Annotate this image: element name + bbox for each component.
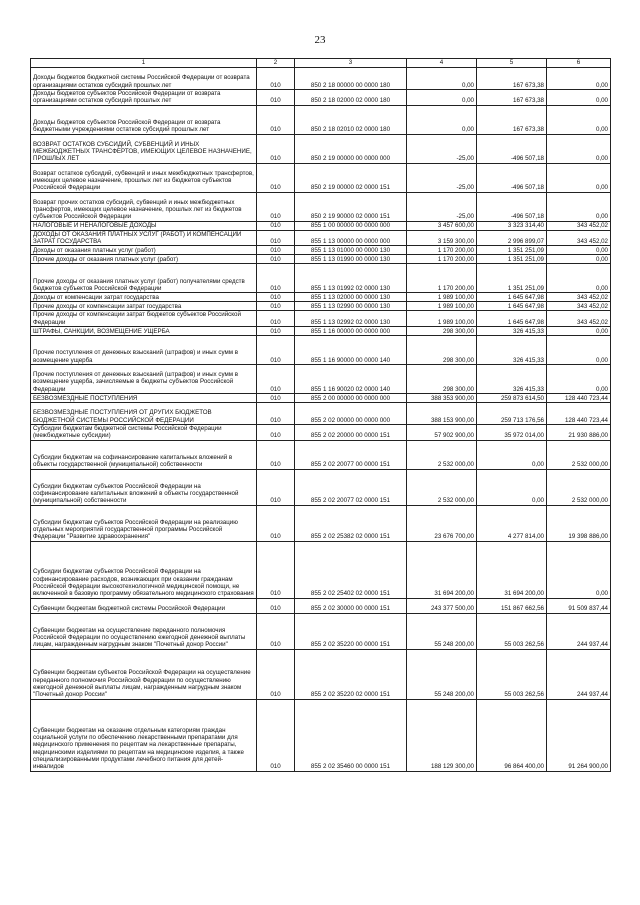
table-row bbox=[31, 598, 611, 613]
table-row bbox=[31, 192, 611, 221]
cell-line-code: 010 bbox=[257, 221, 295, 230]
cell-col4-value: -25,00 bbox=[407, 163, 477, 192]
cell-line-code: 010 bbox=[257, 264, 295, 293]
table-row bbox=[31, 424, 611, 440]
cell-line-code: 010 bbox=[257, 326, 295, 335]
cell-col4-value: 388 153 900,00 bbox=[407, 402, 477, 424]
table-row bbox=[31, 613, 611, 649]
header-cell-kbk: 3 bbox=[295, 59, 407, 68]
cell-col5-value: 1 645 647,98 bbox=[477, 311, 547, 327]
cell-budget-code: 855 2 02 25402 02 0000 151 bbox=[295, 541, 407, 598]
cell-budget-code: 855 1 13 02000 00 0000 130 bbox=[295, 293, 407, 302]
cell-col4-value: 188 129 300,00 bbox=[407, 699, 477, 771]
cell-name: Субвенции бюджетам на осуществление переданного полномочия Российской Федерации по осуществлению ежегодной денежной выплаты лицам, награжденным нагрудным знаком "Почетный донор России" bbox=[31, 613, 257, 649]
table-row bbox=[31, 311, 611, 327]
cell-budget-code: 855 1 13 00000 00 0000 000 bbox=[295, 230, 407, 246]
cell-name: БЕЗВОЗМЕЗДНЫЕ ПОСТУПЛЕНИЯ bbox=[31, 393, 257, 402]
header-cell-col5: 5 bbox=[477, 59, 547, 68]
cell-line-code: 010 bbox=[257, 649, 295, 699]
table-row bbox=[31, 402, 611, 424]
cell-budget-code: 850 2 18 02010 02 0000 180 bbox=[295, 105, 407, 134]
cell-line-code: 010 bbox=[257, 424, 295, 440]
cell-name: Прочие доходы от компенсации затрат бюджетов субъектов Российской Федерации bbox=[31, 311, 257, 327]
cell-col5-value: -496 507,18 bbox=[477, 192, 547, 221]
cell-col4-value: 1 170 200,00 bbox=[407, 246, 477, 255]
cell-col5-value: 167 673,38 bbox=[477, 105, 547, 134]
cell-budget-code: 855 2 02 35220 00 0000 151 bbox=[295, 613, 407, 649]
cell-col6-value: 0,00 bbox=[547, 326, 611, 335]
table-row bbox=[31, 264, 611, 293]
cell-name: НАЛОГОВЫЕ И НЕНАЛОГОВЫЕ ДОХОДЫ bbox=[31, 221, 257, 230]
table-row bbox=[31, 393, 611, 402]
cell-name: Субсидии бюджетам субъектов Российской Федерации на софинансирование капитальных вложений в объекты государственной (муниципальной) собственности bbox=[31, 469, 257, 505]
cell-budget-code: 850 2 19 00000 00 0000 000 bbox=[295, 134, 407, 163]
cell-col4-value: 1 989 100,00 bbox=[407, 302, 477, 311]
cell-col6-value: 244 937,44 bbox=[547, 649, 611, 699]
header-cell-name: 1 bbox=[31, 59, 257, 68]
cell-col6-value: 21 930 886,00 bbox=[547, 424, 611, 440]
cell-col5-value: 326 415,33 bbox=[477, 326, 547, 335]
cell-col6-value: 91 509 837,44 bbox=[547, 598, 611, 613]
table-row bbox=[31, 505, 611, 541]
cell-line-code: 010 bbox=[257, 469, 295, 505]
cell-col6-value: 128 440 723,44 bbox=[547, 393, 611, 402]
cell-line-code: 010 bbox=[257, 613, 295, 649]
cell-col5-value: 96 864 400,00 bbox=[477, 699, 547, 771]
table-row bbox=[31, 699, 611, 771]
cell-name: Доходы бюджетов субъектов Российской Федерации от возврата бюджетными учреждениями остатков субсидий прошлых лет bbox=[31, 105, 257, 134]
cell-budget-code: 855 1 13 01000 00 0000 130 bbox=[295, 246, 407, 255]
cell-col5-value: 0,00 bbox=[477, 469, 547, 505]
cell-col5-value: 4 277 814,00 bbox=[477, 505, 547, 541]
cell-col6-value: 0,00 bbox=[547, 134, 611, 163]
cell-col4-value: -25,00 bbox=[407, 134, 477, 163]
cell-line-code: 010 bbox=[257, 192, 295, 221]
cell-name: БЕЗВОЗМЕЗДНЫЕ ПОСТУПЛЕНИЯ ОТ ДРУГИХ БЮДЖЕТОВ БЮДЖЕТНОЙ СИСТЕМЫ РОССИЙСКОЙ ФЕДЕРАЦИИ bbox=[31, 402, 257, 424]
cell-col4-value: 55 248 200,00 bbox=[407, 613, 477, 649]
table-row bbox=[31, 255, 611, 264]
cell-name: Субсидии бюджетам бюджетной системы Российской Федерации (межбюджетные субсидии) bbox=[31, 424, 257, 440]
table-row bbox=[31, 469, 611, 505]
table-body bbox=[31, 68, 611, 772]
cell-col4-value: 3 457 600,00 bbox=[407, 221, 477, 230]
cell-col4-value: 2 532 000,00 bbox=[407, 469, 477, 505]
cell-col5-value: 167 673,38 bbox=[477, 90, 547, 106]
table-row bbox=[31, 68, 611, 90]
cell-line-code: 010 bbox=[257, 90, 295, 106]
cell-budget-code: 855 2 02 00000 00 0000 000 bbox=[295, 402, 407, 424]
table-row bbox=[31, 302, 611, 311]
cell-col5-value: 1 351 251,09 bbox=[477, 246, 547, 255]
cell-col4-value: 57 902 900,00 bbox=[407, 424, 477, 440]
cell-name: ВОЗВРАТ ОСТАТКОВ СУБСИДИЙ, СУБВЕНЦИЙ И ИНЫХ МЕЖБЮДЖЕТНЫХ ТРАНСФЕРТОВ, ИМЕЮЩИХ ЦЕЛЕВОЕ НАЗНАЧЕНИЕ, ПРОШЛЫХ ЛЕТ bbox=[31, 134, 257, 163]
cell-budget-code: 855 2 00 00000 00 0000 000 bbox=[295, 393, 407, 402]
page-number: 23 bbox=[314, 34, 326, 46]
budget-revenue-table bbox=[30, 58, 611, 772]
cell-budget-code: 855 2 02 20077 00 0000 151 bbox=[295, 440, 407, 469]
cell-name: Возврат прочих остатков субсидий, субвенций и иных межбюджетных трансфертов, имеющих целевое назначение, прошлых лет из бюджетов субъектов Российской Федерации bbox=[31, 192, 257, 221]
cell-col4-value: 243 377 500,00 bbox=[407, 598, 477, 613]
table-row bbox=[31, 163, 611, 192]
cell-name: Субсидии бюджетам на софинансирование капитальных вложений в объекты государственной (муниципальной) собственности bbox=[31, 440, 257, 469]
cell-col6-value: 244 937,44 bbox=[547, 613, 611, 649]
cell-col6-value: 343 452,02 bbox=[547, 230, 611, 246]
cell-budget-code: 850 2 18 00000 00 0000 180 bbox=[295, 68, 407, 90]
cell-col5-value: 167 673,38 bbox=[477, 68, 547, 90]
cell-line-code: 010 bbox=[257, 134, 295, 163]
cell-col6-value: 0,00 bbox=[547, 246, 611, 255]
cell-col5-value: 3 323 314,40 bbox=[477, 221, 547, 230]
cell-col5-value: -496 507,18 bbox=[477, 163, 547, 192]
cell-col6-value: 0,00 bbox=[547, 105, 611, 134]
cell-line-code: 010 bbox=[257, 699, 295, 771]
cell-col6-value: 128 440 723,44 bbox=[547, 402, 611, 424]
cell-budget-code: 855 1 16 90000 00 0000 140 bbox=[295, 335, 407, 364]
cell-col4-value: 1 170 200,00 bbox=[407, 264, 477, 293]
table-row bbox=[31, 364, 611, 393]
cell-budget-code: 855 2 02 30000 00 0000 151 bbox=[295, 598, 407, 613]
cell-col6-value: 19 398 886,00 bbox=[547, 505, 611, 541]
table-row bbox=[31, 326, 611, 335]
table-row bbox=[31, 134, 611, 163]
cell-col4-value: 2 532 000,00 bbox=[407, 440, 477, 469]
cell-budget-code: 855 2 02 35460 00 0000 151 bbox=[295, 699, 407, 771]
table-row bbox=[31, 105, 611, 134]
cell-line-code: 010 bbox=[257, 163, 295, 192]
cell-col6-value: 0,00 bbox=[547, 90, 611, 106]
table-row bbox=[31, 541, 611, 598]
cell-col4-value: 0,00 bbox=[407, 90, 477, 106]
cell-name: ДОХОДЫ ОТ ОКАЗАНИЯ ПЛАТНЫХ УСЛУГ (РАБОТ) И КОМПЕНСАЦИИ ЗАТРАТ ГОСУДАРСТВА bbox=[31, 230, 257, 246]
cell-name: Прочие доходы от компенсации затрат государства bbox=[31, 302, 257, 311]
cell-budget-code: 850 2 18 02000 02 0000 180 bbox=[295, 90, 407, 106]
cell-col5-value: 326 415,33 bbox=[477, 335, 547, 364]
header-cell-col4: 4 bbox=[407, 59, 477, 68]
cell-col4-value: 55 248 200,00 bbox=[407, 649, 477, 699]
cell-col5-value: 55 003 262,56 bbox=[477, 613, 547, 649]
cell-name: Доходы от оказания платных услуг (работ) bbox=[31, 246, 257, 255]
cell-name: ШТРАФЫ, САНКЦИИ, ВОЗМЕЩЕНИЕ УЩЕРБА bbox=[31, 326, 257, 335]
cell-col6-value: 91 264 900,00 bbox=[547, 699, 611, 771]
cell-line-code: 010 bbox=[257, 246, 295, 255]
cell-name: Доходы бюджетов субъектов Российской Федерации от возврата организациями остатков субсидий прошлых лет bbox=[31, 90, 257, 106]
cell-budget-code: 850 2 19 00000 02 0000 151 bbox=[295, 163, 407, 192]
cell-col6-value: 343 452,02 bbox=[547, 311, 611, 327]
header-cell-code: 2 bbox=[257, 59, 295, 68]
cell-col5-value: 31 694 200,00 bbox=[477, 541, 547, 598]
cell-name: Прочие поступления от денежных взысканий (штрафов) и иных сумм в возмещение ущерба, зачисляемые в бюджеты субъектов Российской Федерации bbox=[31, 364, 257, 393]
cell-line-code: 010 bbox=[257, 364, 295, 393]
cell-budget-code: 855 2 02 35220 02 0000 151 bbox=[295, 649, 407, 699]
cell-col5-value: 2 996 899,07 bbox=[477, 230, 547, 246]
cell-name: Прочие доходы от оказания платных услуг (работ) получателями средств бюджетов субъектов Российской Федерации bbox=[31, 264, 257, 293]
cell-line-code: 010 bbox=[257, 440, 295, 469]
cell-col4-value: 0,00 bbox=[407, 105, 477, 134]
cell-col4-value: 298 300,00 bbox=[407, 326, 477, 335]
table-row bbox=[31, 90, 611, 106]
cell-col4-value: -25,00 bbox=[407, 192, 477, 221]
cell-line-code: 010 bbox=[257, 393, 295, 402]
cell-col5-value: 326 415,33 bbox=[477, 364, 547, 393]
cell-col6-value: 0,00 bbox=[547, 192, 611, 221]
cell-line-code: 010 bbox=[257, 293, 295, 302]
cell-budget-code: 855 2 02 25382 02 0000 151 bbox=[295, 505, 407, 541]
table-row bbox=[31, 440, 611, 469]
cell-col4-value: 3 159 300,00 bbox=[407, 230, 477, 246]
cell-budget-code: 855 2 02 20000 00 0000 151 bbox=[295, 424, 407, 440]
cell-name: Доходы от компенсации затрат государства bbox=[31, 293, 257, 302]
cell-col4-value: 1 170 200,00 bbox=[407, 255, 477, 264]
cell-line-code: 010 bbox=[257, 541, 295, 598]
cell-col6-value: 0,00 bbox=[547, 335, 611, 364]
cell-col5-value: -496 507,18 bbox=[477, 134, 547, 163]
cell-col5-value: 151 867 662,56 bbox=[477, 598, 547, 613]
cell-budget-code: 855 1 13 01990 00 0000 130 bbox=[295, 255, 407, 264]
cell-line-code: 010 bbox=[257, 598, 295, 613]
cell-line-code: 010 bbox=[257, 302, 295, 311]
cell-col4-value: 298 300,00 bbox=[407, 335, 477, 364]
cell-col6-value: 0,00 bbox=[547, 541, 611, 598]
table-row bbox=[31, 246, 611, 255]
cell-name: Субвенции бюджетам субъектов Российской Федерации на осуществление переданного полномочия Российской Федерации по осуществлению ежегодной денежной выплаты лицам, награжденным нагрудным знаком "Почетный донор России" bbox=[31, 649, 257, 699]
cell-budget-code: 855 1 13 01992 02 0000 130 bbox=[295, 264, 407, 293]
cell-name: Прочие доходы от оказания платных услуг (работ) bbox=[31, 255, 257, 264]
cell-budget-code: 855 1 13 02990 00 0000 130 bbox=[295, 302, 407, 311]
cell-line-code: 010 bbox=[257, 311, 295, 327]
cell-budget-code: 855 1 16 00000 00 0000 000 bbox=[295, 326, 407, 335]
cell-line-code: 010 bbox=[257, 255, 295, 264]
cell-col4-value: 1 989 100,00 bbox=[407, 293, 477, 302]
cell-col4-value: 1 989 100,00 bbox=[407, 311, 477, 327]
cell-col6-value: 0,00 bbox=[547, 264, 611, 293]
cell-col5-value: 1 351 251,09 bbox=[477, 264, 547, 293]
cell-name: Субвенции бюджетам на оказание отдельным категориям граждан социальной услуги по обеспечению лекарственными препаратами для медицинского применения по рецептам на лекарственные препараты, медицинскими изделиями по рецептам на медицинские изделия, а также специализированными продуктами лечебного питания для детей-инвалидов bbox=[31, 699, 257, 771]
cell-budget-code: 850 2 19 90000 02 0000 151 bbox=[295, 192, 407, 221]
cell-col4-value: 23 676 700,00 bbox=[407, 505, 477, 541]
cell-col5-value: 1 351 251,09 bbox=[477, 255, 547, 264]
cell-col5-value: 259 873 614,50 bbox=[477, 393, 547, 402]
table-row bbox=[31, 335, 611, 364]
cell-line-code: 010 bbox=[257, 105, 295, 134]
cell-col4-value: 388 353 900,00 bbox=[407, 393, 477, 402]
cell-name: Субсидии бюджетам субъектов Российской Федерации на реализацию отдельных мероприятий государственной программы Российской Федерации "Развитие здравоохранения" bbox=[31, 505, 257, 541]
cell-col6-value: 343 452,02 bbox=[547, 221, 611, 230]
cell-col6-value: 343 452,02 bbox=[547, 302, 611, 311]
cell-col5-value: 259 713 176,56 bbox=[477, 402, 547, 424]
cell-line-code: 010 bbox=[257, 230, 295, 246]
cell-col4-value: 0,00 bbox=[407, 68, 477, 90]
header-cell-col6: 6 bbox=[547, 59, 611, 68]
cell-col5-value: 1 645 647,98 bbox=[477, 302, 547, 311]
cell-name: Субвенции бюджетам бюджетной системы Российской Федерации bbox=[31, 598, 257, 613]
table-row bbox=[31, 649, 611, 699]
cell-budget-code: 855 1 16 90020 02 0000 140 bbox=[295, 364, 407, 393]
cell-name: Возврат остатков субсидий, субвенций и иных межбюджетных трансфертов, имеющих целевое назначение, прошлых лет из бюджетов субъектов Российской Федерации bbox=[31, 163, 257, 192]
table-row bbox=[31, 293, 611, 302]
cell-col6-value: 2 532 000,00 bbox=[547, 469, 611, 505]
table-row bbox=[31, 221, 611, 230]
cell-col6-value: 2 532 000,00 bbox=[547, 440, 611, 469]
table-row bbox=[31, 230, 611, 246]
cell-line-code: 010 bbox=[257, 68, 295, 90]
header-row bbox=[31, 59, 611, 68]
cell-line-code: 010 bbox=[257, 402, 295, 424]
cell-col6-value: 0,00 bbox=[547, 68, 611, 90]
cell-col6-value: 0,00 bbox=[547, 364, 611, 393]
cell-col5-value: 35 972 014,00 bbox=[477, 424, 547, 440]
cell-col6-value: 343 452,02 bbox=[547, 293, 611, 302]
cell-name: Доходы бюджетов бюджетной системы Российской Федерации от возврата организациями остатков субсидий прошлых лет bbox=[31, 68, 257, 90]
cell-col5-value: 0,00 bbox=[477, 440, 547, 469]
cell-col4-value: 31 694 200,00 bbox=[407, 541, 477, 598]
cell-line-code: 010 bbox=[257, 505, 295, 541]
cell-col5-value: 55 003 262,56 bbox=[477, 649, 547, 699]
cell-line-code: 010 bbox=[257, 335, 295, 364]
cell-name: Субсидии бюджетам субъектов Российской Федерации на софинансирование расходов, возникающих при оказании гражданам Российской Федерации высокотехнологичной медицинской помощи, не включенной в базовую программу обязательного медицинского страхования bbox=[31, 541, 257, 598]
cell-budget-code: 855 2 02 20077 02 0000 151 bbox=[295, 469, 407, 505]
cell-col6-value: 0,00 bbox=[547, 163, 611, 192]
cell-budget-code: 855 1 00 00000 00 0000 000 bbox=[295, 221, 407, 230]
cell-col4-value: 298 300,00 bbox=[407, 364, 477, 393]
cell-name: Прочие поступления от денежных взысканий (штрафов) и иных сумм в возмещение ущерба bbox=[31, 335, 257, 364]
cell-col6-value: 0,00 bbox=[547, 255, 611, 264]
cell-budget-code: 855 1 13 02992 02 0000 130 bbox=[295, 311, 407, 327]
cell-col5-value: 1 645 647,98 bbox=[477, 293, 547, 302]
